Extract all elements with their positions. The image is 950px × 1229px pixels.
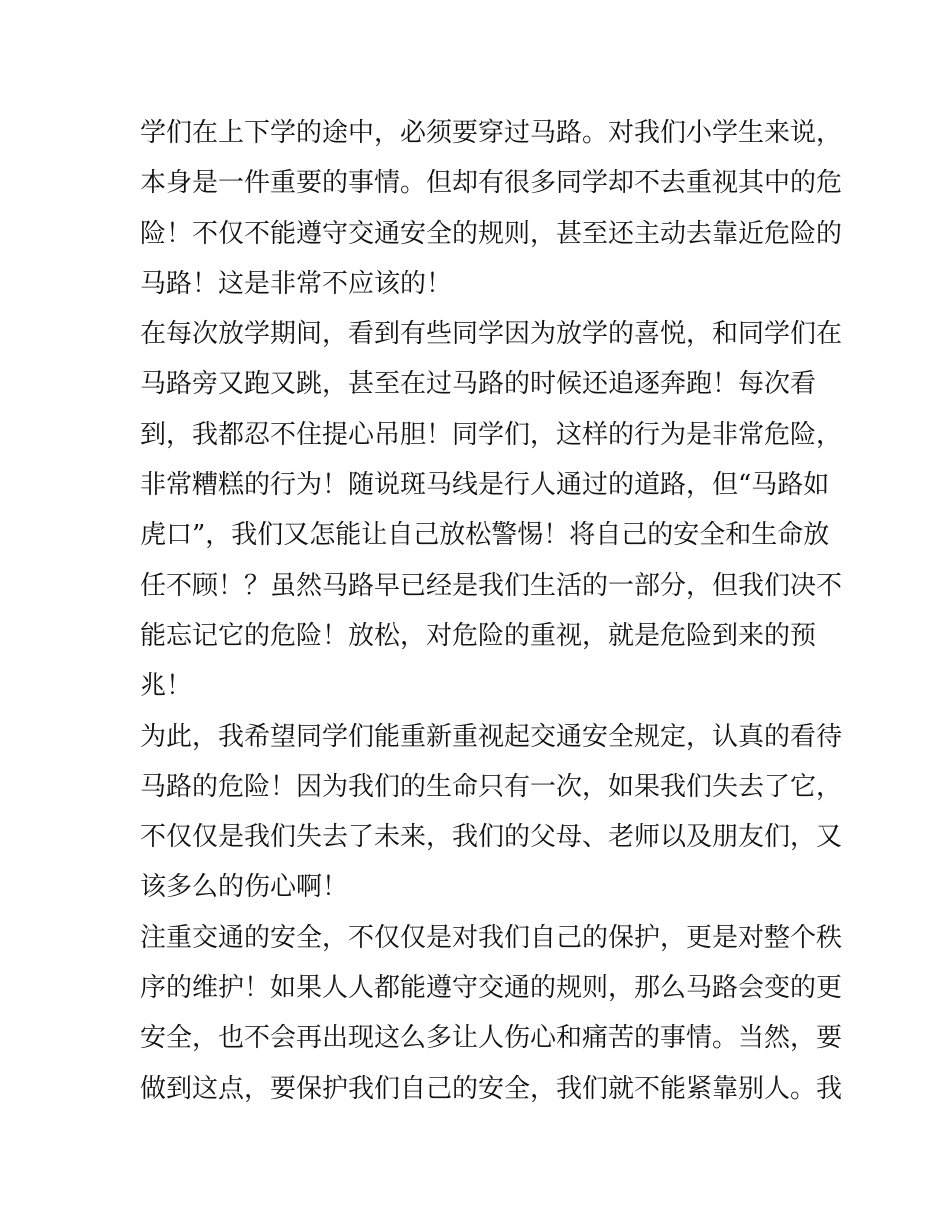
text-line: 兆！ bbox=[140, 671, 193, 702]
text-line: 任不顾！？虽然马路早已经是我们生活的一部分，但我们决不 bbox=[140, 570, 843, 601]
text-line: 为此，我希望同学们能重新重视起交通安全规定，认真的看待 bbox=[140, 721, 843, 752]
text-line: 能忘记它的危险！放松，对危险的重视，就是危险到来的预 bbox=[140, 620, 817, 651]
text-line: 学们在上下学的途中，必须要穿过马路。对我们小学生来说， bbox=[140, 118, 843, 148]
document-body-text bbox=[140, 108, 843, 1114]
text-line: 险！不仅不能遵守交通安全的规则，甚至还主动去靠近危险的 bbox=[140, 218, 843, 249]
text-line: 该多么的伤心啊！ bbox=[140, 872, 349, 903]
text-line: 注重交通的安全，不仅仅是对我们自己的保护，更是对整个秩 bbox=[140, 922, 843, 953]
text-line: 本身是一件重要的事情。但却有很多同学却不去重视其中的危 bbox=[140, 168, 843, 199]
text-line: 不仅仅是我们失去了未来，我们的父母、老师以及朋友们，又 bbox=[140, 822, 843, 853]
text-line: 到，我都忍不住提心吊胆！同学们，这样的行为是非常危险， bbox=[140, 419, 843, 450]
text-line: 虎口”，我们又怎能让自己放松警惕！将自己的安全和生命放 bbox=[140, 520, 830, 551]
text-line: 做到这点，要保护我们自己的安全，我们就不能紧靠别人。我 bbox=[140, 1073, 843, 1104]
text-line: 安全，也不会再出现这么多让人伤心和痛苦的事情。当然，要 bbox=[140, 1023, 843, 1054]
text-line: 非常糟糕的行为！随说斑马线是行人通过的道路，但“马路如 bbox=[140, 470, 830, 501]
text-line: 马路旁又跑又跳，甚至在过马路的时候还追逐奔跑！每次看 bbox=[140, 369, 817, 400]
text-line: 马路！这是非常不应该的！ bbox=[140, 268, 453, 299]
text-line: 序的维护！如果人人都能遵守交通的规则，那么马路会变的更 bbox=[140, 973, 843, 1004]
text-line: 在每次放学期间，看到有些同学因为放学的喜悦，和同学们在 bbox=[140, 319, 843, 350]
text-line: 马路的危险！因为我们的生命只有一次，如果我们失去了它， bbox=[140, 771, 843, 802]
